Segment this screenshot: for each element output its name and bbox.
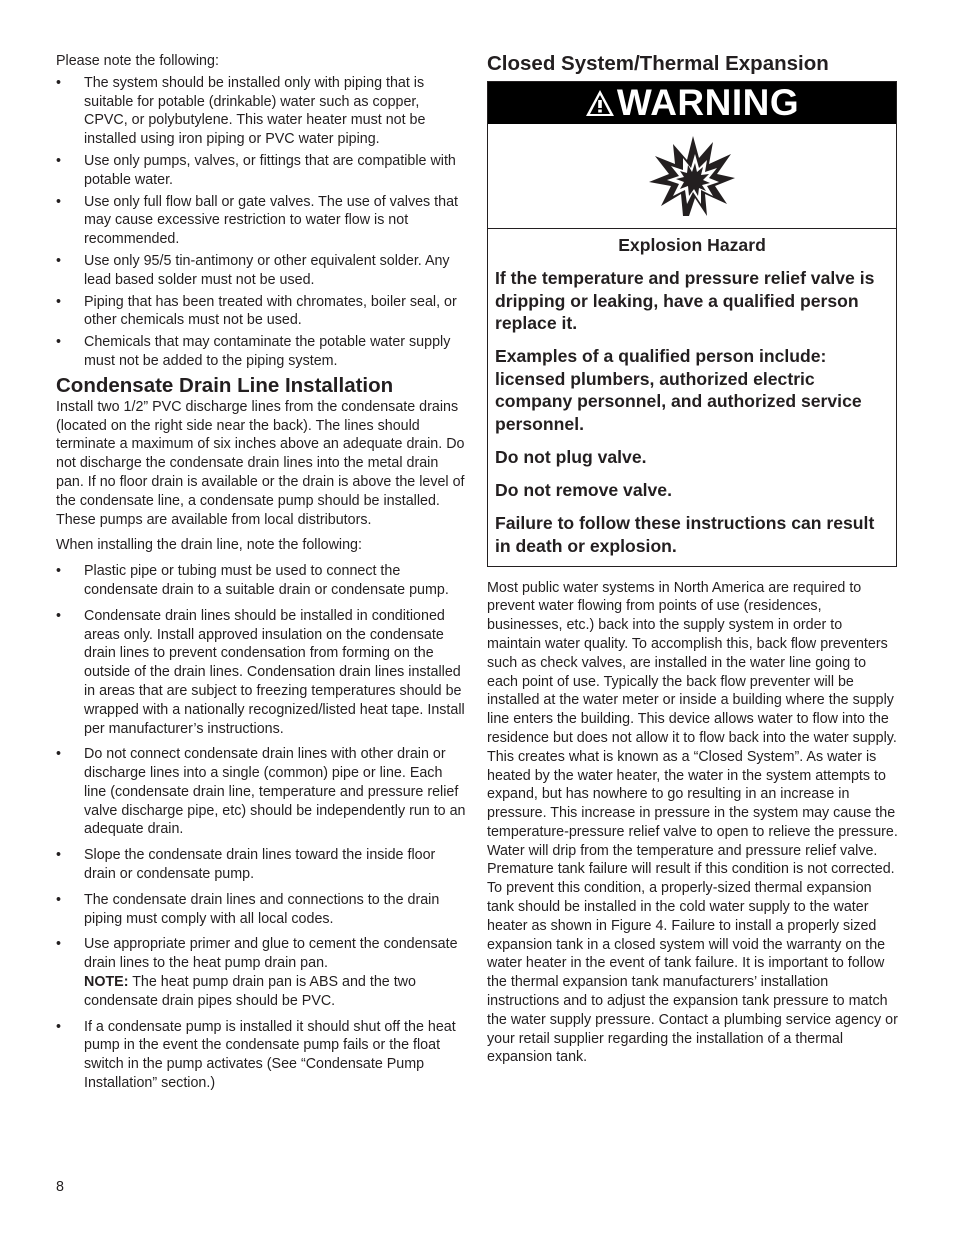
warning-banner	[488, 82, 896, 124]
left-column	[56, 52, 466, 1100]
list-item	[56, 1018, 466, 1093]
list-item-text: Do not connect condensate drain lines with other drain or discharge lines into a single (common) pipe or line. Each line (condensate drain line, temperature and pressure relief valve discharge pipe, etc) should be independently run to an adequate drain.	[84, 746, 466, 838]
list-item-text: Use only full flow ball or gate valves. The use of valves that may cause excessive restriction to water flow is not recommended.	[84, 193, 459, 248]
condensate-heading: Condensate Drain Line Installation	[56, 373, 394, 397]
hazard-title: Explosion Hazard	[618, 235, 766, 255]
closed-system-paragraph: Most public water systems in North America are required to prevent water flowing from points of use (residences, businesses, etc.) back into the supply system in order to maintain water quality. To accomplish this, back flow preventers such as check valves, are installed in the water line going to each point of use. Typically the back flow preventer will be installed at the water meter or inside a building where the supply line enters the building. This device allows water to flow into the residence but does not allow it to flow back into the water supply. This creates what is known as a “Closed System”. As water is heated by the water heater, the water in the system attempts to expand, but has nowhere to go resulting in an increase in pressure. This increase in pressure in the system may cause the temperature-pressure relief valve to open to relieve the pressure. Water will drip from the temperature and pressure relief valve. Premature tank failure will result if this condition is not corrected. To prevent this condition, a properly-sized thermal expansion tank should be installed in the cold water supply to the water heater as shown in Figure 4. Failure to install a properly sized expansion tank in a closed system will void the warranty on the water heater in the event of tank failure. It is important to follow the thermal expansion tank manufacturers’ installation instructions and to adjust the expansion tank pressure to match the water supply pressure. Contact a plumbing service agency or your retail supplier regarding the installation of a thermal expansion tank.	[487, 579, 898, 1066]
explosion-icon	[647, 134, 737, 218]
explosion-pictogram	[488, 124, 896, 229]
bullet-icon: •	[56, 193, 62, 210]
bullet-icon: •	[56, 74, 62, 91]
list-item	[56, 74, 466, 149]
bullet-icon: •	[56, 293, 62, 310]
list-item	[56, 846, 466, 884]
warning-triangle-icon	[585, 89, 615, 117]
bullet-icon: •	[56, 847, 62, 864]
when-installing-text: When installing the drain line, note the following:	[56, 537, 362, 554]
bullet-icon: •	[56, 607, 62, 624]
list-item-text: Condensate drain lines should be installed in conditioned areas only. Install approved insulation on the condensate drain lines to prevent condensation from forming on the outside of the drain lines. Condensation drain lines installed in areas that are subject to freezing temperatures should be wrapped with a nationally recognized/listed heat tape. Install per manufacturer’s instructions.	[84, 607, 465, 737]
list-item	[56, 745, 466, 839]
list-item	[56, 152, 466, 190]
list-item-text: Use only 95/5 tin-antimony or other equivalent solder. Any lead based solder must not be used.	[84, 252, 450, 288]
list-item-text: Use appropriate primer and glue to cement the condensate drain lines to the heat pump drain pan.	[84, 936, 458, 972]
warning-box	[487, 81, 897, 567]
list-item-text: Chemicals that may contaminate the potable water supply must not be added to the piping system.	[84, 334, 451, 369]
warning-paragraph: Do not plug valve.	[495, 447, 647, 468]
list-item	[56, 562, 466, 600]
right-column	[487, 52, 898, 1067]
bullet-icon: •	[56, 563, 62, 580]
note-label: NOTE:	[84, 974, 129, 991]
note-text: The heat pump drain pan is ABS and the two condensate drain pipes should be PVC.	[84, 974, 416, 1009]
list-item-text: If a condensate pump is installed it should shut off the heat pump in the event the condensate pump fails or the float switch in the pump activates (See “Condensate Pump Installation” section.)	[84, 1018, 456, 1092]
bullet-icon: •	[56, 746, 62, 763]
warning-label: WARNING	[616, 82, 800, 123]
intro-text: Please note the following:	[56, 53, 219, 69]
list-item	[56, 252, 466, 290]
bullet-icon: •	[56, 1018, 62, 1035]
list-item	[56, 193, 466, 249]
warning-body	[488, 229, 896, 566]
list-item	[56, 293, 466, 331]
warning-paragraph: If the temperature and pressure relief valve is dripping or leaking, have a qualified person replace it.	[495, 268, 875, 334]
warning-paragraph: Failure to follow these instructions can result in death or explosion.	[495, 513, 875, 556]
list-item-text: Piping that has been treated with chromates, boiler seal, or other chemicals must not be used.	[84, 293, 457, 329]
list-item-text: The system should be installed only with piping that is suitable for potable (drinkable) water such as copper, CPVC, or polybutylene. This water heater must not be installed using iron piping or PVC water piping.	[84, 74, 426, 148]
page-number: 8	[56, 1179, 64, 1195]
list-item	[56, 891, 466, 929]
bullet-icon: •	[56, 891, 62, 908]
closed-system-heading: Closed System/Thermal Expansion	[487, 52, 829, 75]
bullet-icon: •	[56, 334, 62, 351]
piping-notes-list	[56, 74, 466, 371]
list-item-text: Use only pumps, valves, or fittings that are compatible with potable water.	[84, 152, 456, 188]
list-item-text: Plastic pipe or tubing must be used to connect the condensate drain to a suitable drain or condensate pump.	[84, 563, 449, 598]
warning-paragraph: Do not remove valve.	[495, 480, 672, 501]
warning-paragraph: Examples of a qualified person include: licensed plumbers, authorized electric company personnel, and authorized service personnel.	[495, 346, 862, 435]
bullet-icon: •	[56, 152, 62, 169]
list-item	[56, 935, 466, 1010]
bullet-icon: •	[56, 936, 62, 953]
list-item-text: The condensate drain lines and connections to the drain piping must comply with all local codes.	[84, 891, 440, 927]
condensate-paragraph: Install two 1/2” PVC discharge lines from the condensate drains (located on the right side near the back). The lines should terminate a maximum of six inches above an adequate drain. Do not discharge the condensate drain lines into the metal drain pan. If no floor drain is available or the drain is above the level of the condensate line, a condensate pump should be installed. These pumps are available from local distributors.	[56, 398, 465, 528]
list-item	[56, 607, 466, 739]
bullet-icon: •	[56, 252, 62, 269]
list-item	[56, 333, 466, 371]
drain-notes-list	[56, 562, 466, 1093]
list-item-text: Slope the condensate drain lines toward the inside floor drain or condensate pump.	[84, 847, 436, 883]
